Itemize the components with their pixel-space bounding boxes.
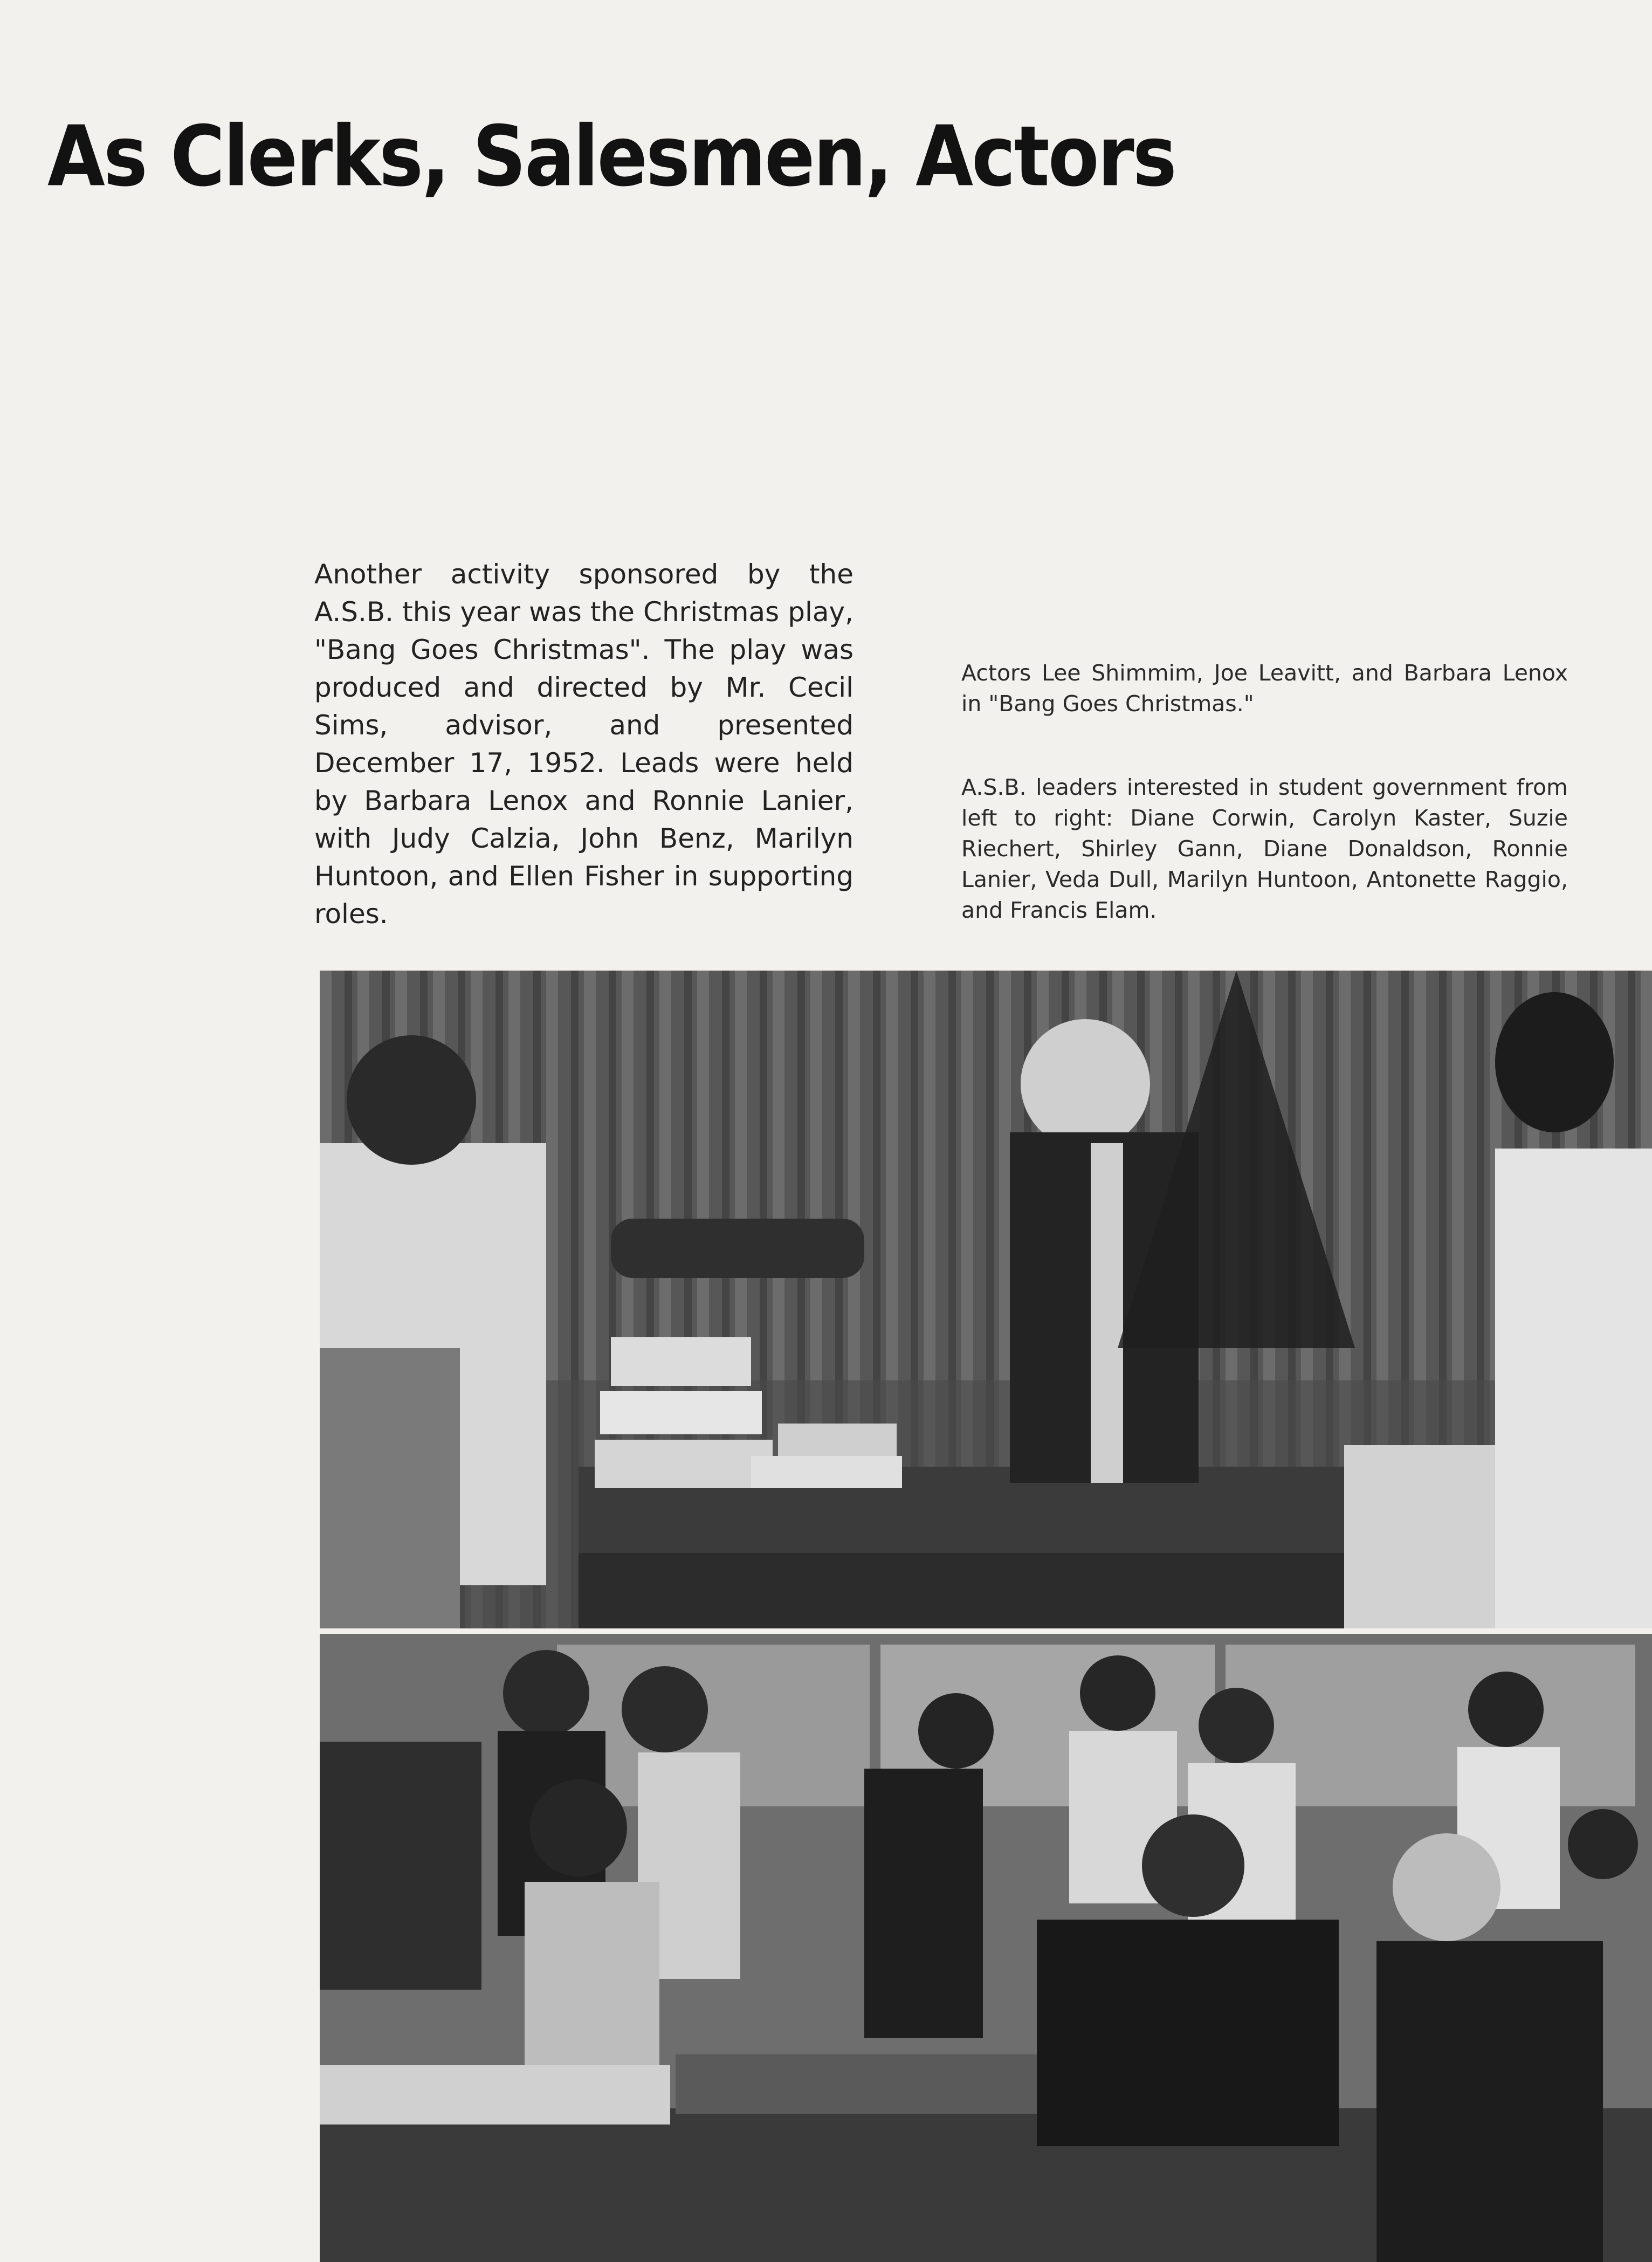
christmas-play-photo	[320, 971, 1652, 1628]
student-government-photo	[320, 1634, 1652, 2262]
caption-leaders: A.S.B. leaders interested in student government from left to right: Diane Corwin, Carolyn Kaster, Suzie Riechert, Shirley Gann, Diane Donaldson, Ronnie Lanier, Veda Dull, Marilyn Huntoon, Antonette Raggio, and Francis Elam.	[961, 774, 1568, 923]
page-title: As Clerks, Salesmen, Actors	[47, 108, 1175, 205]
body-paragraph: Another activity sponsored by the A.S.B. this year was the Christmas play, "Bang Goes Christmas". The play was produced and directed by Mr. Cecil Sims, advisor, and presented December 17, 1952. Leads were held by Barbara Lenox and Ronnie Lanier, with Judy Calzia, John Benz, Marilyn Huntoon, and Ellen Fisher in supporting roles.	[314, 559, 853, 930]
caption-actors: Actors Lee Shimmim, Joe Leavitt, and Barbara Lenox in "Bang Goes Christmas."	[961, 660, 1568, 717]
